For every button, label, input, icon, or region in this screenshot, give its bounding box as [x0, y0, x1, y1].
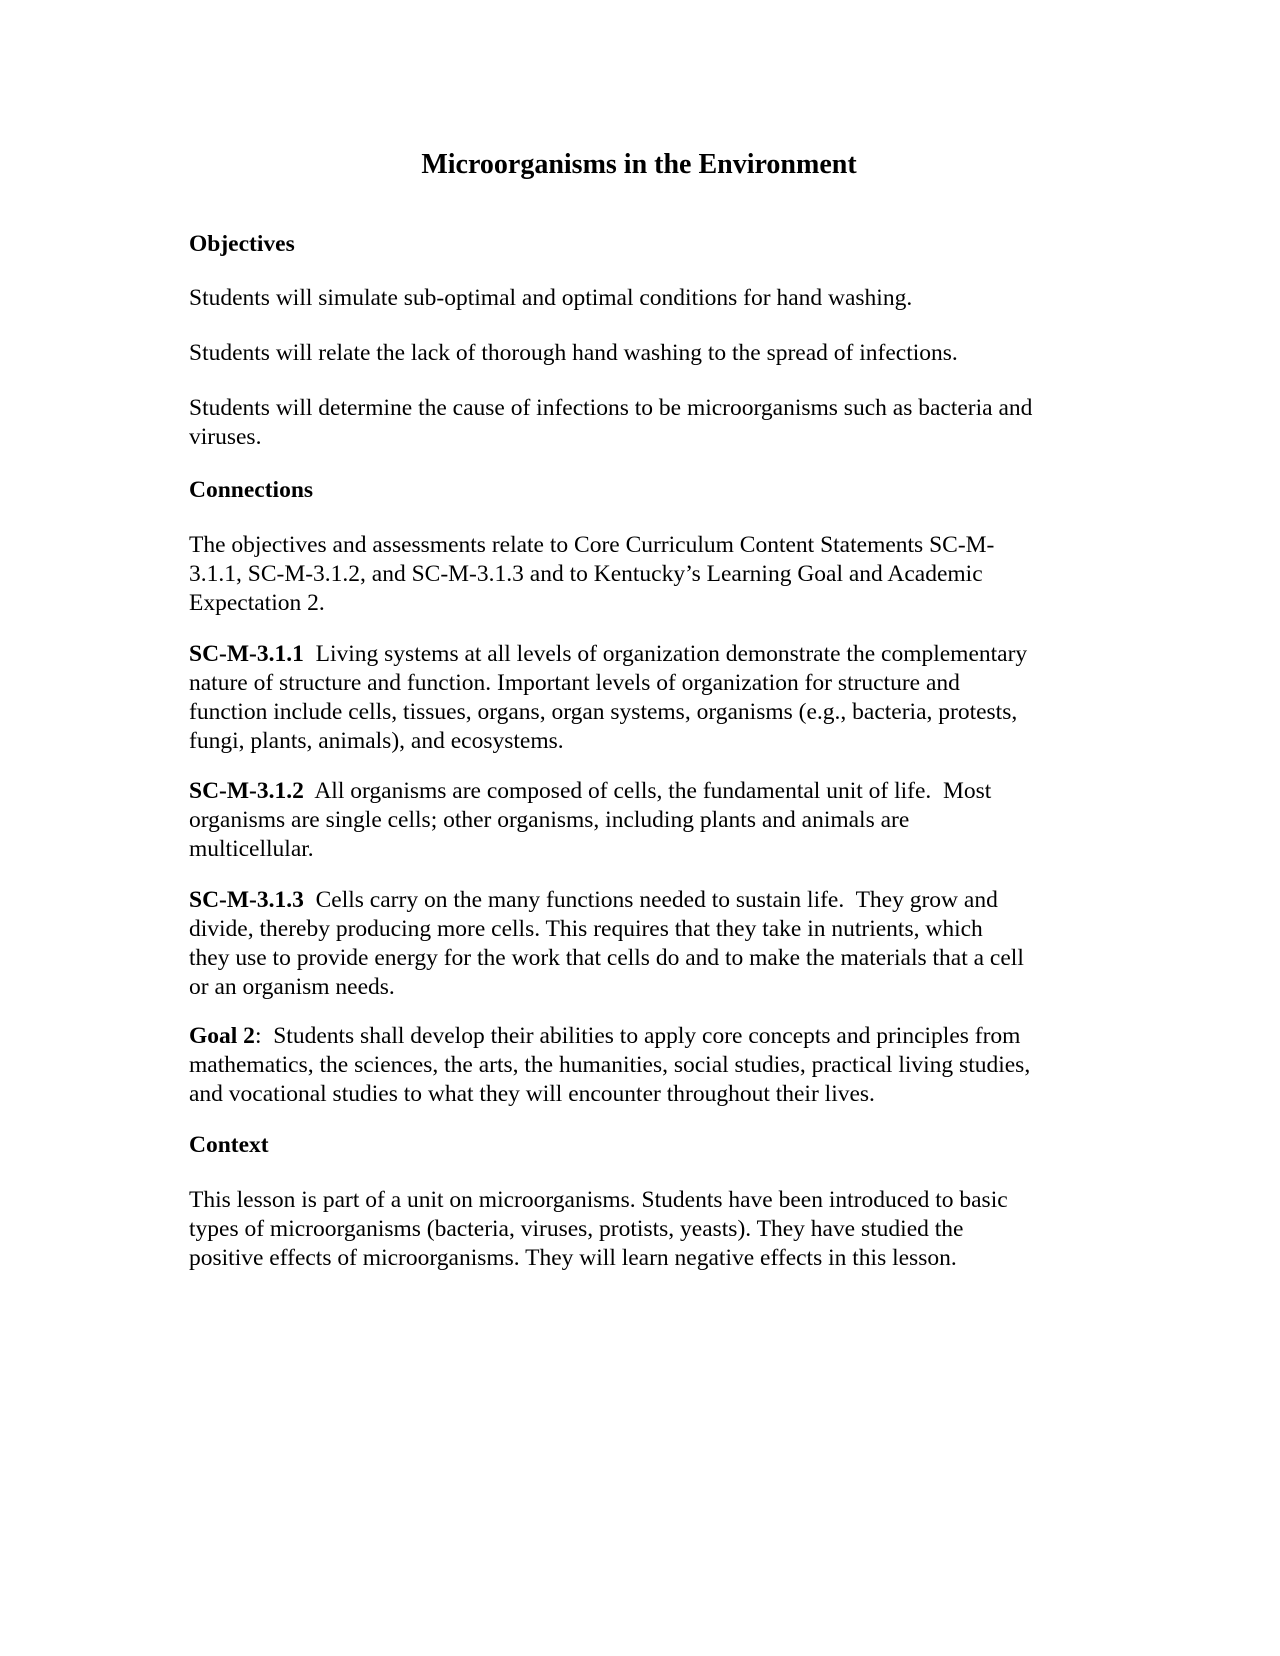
goal-line: mathematics, the sciences, the arts, the humanities, social studies, practical living studies, — [189, 1052, 1031, 1078]
connections-intro-line: Expectation 2. — [189, 590, 325, 616]
document-title: Microorganisms in the Environment — [421, 149, 857, 180]
goal-label: Goal 2 — [189, 1023, 255, 1049]
context-heading: Context — [189, 1132, 269, 1158]
statement-text: Living systems at all levels of organization demonstrate the complementary — [303, 641, 1028, 667]
objective-line: Students will relate the lack of thorough hand washing to the spread of infections. — [189, 340, 958, 366]
statement-line: or an organism needs. — [189, 974, 395, 1000]
standard-statement — [189, 777, 1089, 864]
statement-code: SC-M-3.1.1 — [189, 641, 304, 667]
statement-first-line — [189, 777, 1089, 806]
connections-heading: Connections — [189, 477, 314, 503]
statement-line: multicellular. — [189, 836, 314, 862]
objective-line: viruses. — [189, 424, 262, 450]
context-line: types of microorganisms (bacteria, viruses, protists, yeasts). They have studied the — [189, 1216, 964, 1242]
objective-item — [189, 284, 1089, 313]
context-line: This lesson is part of a unit on microorganisms. Students have been introduced to basic — [189, 1187, 1008, 1213]
statement-line: fungi, plants, animals), and ecosystems. — [189, 728, 564, 754]
statement-line: they use to provide energy for the work that cells do and to make the materials that a cell — [189, 945, 1024, 971]
context-line: positive effects of microorganisms. They will learn negative effects in this lesson. — [189, 1245, 957, 1271]
connections-intro — [189, 531, 1089, 618]
objective-line: Students will determine the cause of infections to be microorganisms such as bacteria and — [189, 395, 1033, 421]
objective-line: Students will simulate sub-optimal and optimal conditions for hand washing. — [189, 285, 913, 311]
statement-text: All organisms are composed of cells, the fundamental unit of life. Most — [303, 778, 992, 804]
statement-line: divide, thereby producing more cells. This requires that they take in nutrients, which — [189, 916, 983, 942]
context-paragraph — [189, 1186, 1089, 1273]
objective-item — [189, 339, 1089, 368]
standard-statement — [189, 640, 1089, 756]
statement-line: organisms are single cells; other organisms, including plants and animals are — [189, 807, 910, 833]
statement-text: Cells carry on the many functions needed to sustain life. They grow and — [303, 887, 998, 913]
statement-line: nature of structure and function. Important levels of organization for structure and — [189, 670, 960, 696]
objectives-heading: Objectives — [189, 231, 295, 257]
goal-first-line — [189, 1022, 1089, 1051]
statement-first-line — [189, 886, 1089, 915]
goal-line: and vocational studies to what they will encounter throughout their lives. — [189, 1081, 875, 1107]
standard-statement — [189, 886, 1089, 1002]
statement-code: SC-M-3.1.2 — [189, 778, 304, 804]
statement-line: function include cells, tissues, organs, organ systems, organisms (e.g., bacteria, protests, — [189, 699, 1018, 725]
connections-intro-line: The objectives and assessments relate to Core Curriculum Content Statements SC-M- — [189, 532, 995, 558]
statement-code: SC-M-3.1.3 — [189, 887, 304, 913]
objective-item — [189, 394, 1089, 452]
connections-intro-line: 3.1.1, SC-M-3.1.2, and SC-M-3.1.3 and to Kentucky’s Learning Goal and Academic — [189, 561, 983, 587]
statement-first-line — [189, 640, 1089, 669]
goal-text: : Students shall develop their abilities to apply core concepts and principles from — [254, 1023, 1021, 1049]
goal-statement — [189, 1022, 1089, 1109]
